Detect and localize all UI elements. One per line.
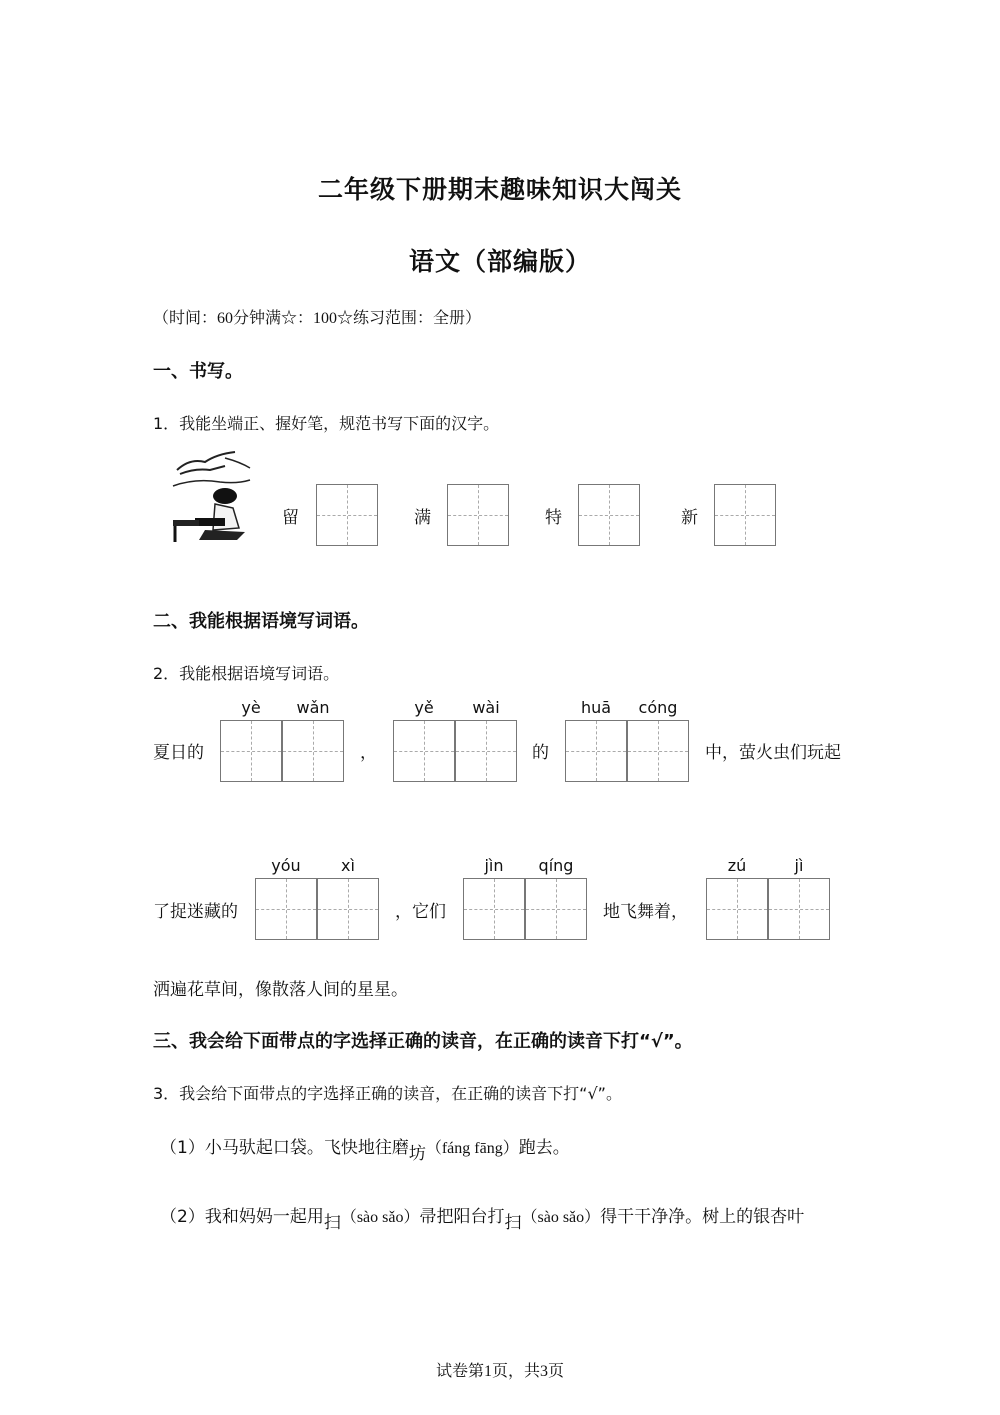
writing-grid-1[interactable] (316, 484, 378, 546)
pinyin-label: xì (341, 856, 355, 875)
page-footer: 试卷第1页，共3页 (435, 1363, 564, 1380)
pinyin-label: jìn (484, 856, 504, 875)
char-label-1: 留 (282, 508, 299, 528)
pinyin-label: cóng (638, 698, 678, 717)
answer-grid[interactable] (220, 720, 282, 782)
writing-grid-2[interactable] (447, 484, 509, 546)
pinyin-label: jì (794, 856, 804, 875)
answer-grid[interactable] (525, 878, 587, 940)
sentence-text: 地飞舞着， (603, 902, 688, 922)
pinyin-label: yè (241, 698, 261, 717)
sub-question-2 (160, 1202, 805, 1233)
answer-grid[interactable] (706, 878, 768, 940)
answer-grid[interactable] (393, 720, 455, 782)
answer-grid[interactable] (282, 720, 344, 782)
char-label-2: 满 (414, 508, 431, 528)
dotted-char: 坊 (408, 1144, 426, 1164)
answer-grid[interactable] (463, 878, 525, 940)
sub-question-text: 帚把阳台打 (419, 1207, 505, 1227)
pinyin-label: yě (414, 698, 434, 717)
answer-grid[interactable] (455, 720, 517, 782)
pinyin-label: yóu (271, 856, 301, 875)
answer-grid[interactable] (768, 878, 830, 940)
dotted-char: 扫 (323, 1213, 341, 1233)
child-writing-illustration (165, 448, 255, 544)
sentence-text: 了捉迷藏的 (153, 902, 238, 922)
sentence-text: ，它们 (395, 902, 446, 922)
section-2-heading: 二、我能根据语境写词语。 (153, 611, 369, 632)
question-2: 2．我能根据语境写词语。 (153, 664, 340, 683)
pinyin-label: qíng (538, 856, 574, 875)
pinyin-label: wài (472, 698, 500, 717)
sub-question-text: 得干干净净。树上的银杏叶 (600, 1207, 805, 1227)
sub-question-text: （1）小马驮起口袋。飞快地往磨 (160, 1138, 409, 1158)
exam-meta: （时间：60分钟满☆：100☆练习范围：全册） (153, 310, 482, 327)
sub-question-1 (160, 1133, 570, 1164)
sentence-text: ， (360, 743, 377, 763)
sentence-text: 中，萤火虫们玩起 (705, 743, 841, 763)
page-title: 二年级下册期末趣味知识大闯关 (317, 175, 682, 204)
char-label-3: 特 (545, 508, 562, 528)
pronunciation-options[interactable]: （fáng fāng） (425, 1140, 519, 1157)
answer-grid[interactable] (255, 878, 317, 940)
answer-grid[interactable] (317, 878, 379, 940)
pinyin-label: zú (727, 856, 747, 875)
page-subtitle: 语文（部编版） (408, 247, 591, 276)
char-label-4: 新 (681, 508, 698, 528)
dotted-char: 扫 (504, 1213, 522, 1233)
sub-question-text: 跑去。 (518, 1138, 570, 1158)
sub-question-text: （2）我和妈妈一起用 (160, 1207, 324, 1227)
pronunciation-options[interactable]: （sào sǎo） (340, 1209, 420, 1226)
pinyin-label: wǎn (296, 698, 330, 717)
pinyin-label: huā (580, 698, 612, 717)
answer-grid[interactable] (565, 720, 627, 782)
writing-grid-3[interactable] (578, 484, 640, 546)
sentence-text: 洒遍花草间，像散落人间的星星。 (153, 980, 408, 1000)
pronunciation-options[interactable]: （sào sǎo） (521, 1209, 601, 1226)
section-1-heading: 一、书写。 (153, 361, 243, 382)
sentence-text: 的 (532, 743, 549, 763)
section-3-heading: 三、我会给下面带点的字选择正确的读音，在正确的读音下打“√”。 (153, 1031, 693, 1052)
question-1: 1．我能坐端正、握好笔，规范书写下面的汉字。 (153, 414, 500, 433)
answer-grid[interactable] (627, 720, 689, 782)
writing-grid-4[interactable] (714, 484, 776, 546)
sentence-text: 夏日的 (153, 743, 204, 763)
question-3: 3．我会给下面带点的字选择正确的读音，在正确的读音下打“√”。 (153, 1084, 622, 1103)
